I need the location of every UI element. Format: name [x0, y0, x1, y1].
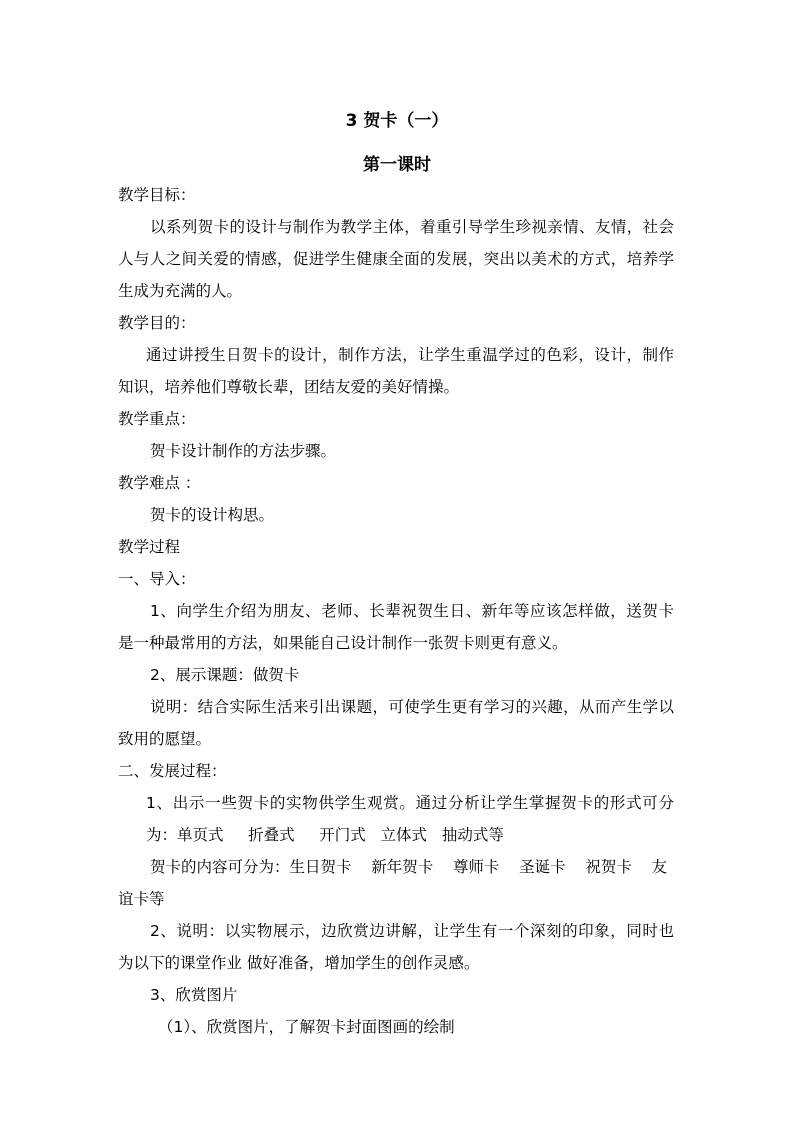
- section-heading-development: 二、发展过程：: [118, 762, 227, 780]
- paragraph-line: 贺卡的内容可分为：生日贺卡 新年贺卡 尊师卡 圣诞卡 祝贺卡 友: [150, 858, 668, 876]
- paragraph-line: 知识，培养他们尊敬长辈，团结友爱的美好情操。: [118, 378, 460, 396]
- section-heading-process: 教学过程: [118, 538, 181, 556]
- paragraph-line: 为以下的课堂作业 做好准备，增加学生的创作灵感。: [118, 954, 480, 972]
- paragraph-line: 3、欣赏图片: [150, 986, 238, 1004]
- paragraph-line: 1、出示一些贺卡的实物供学生观赏。通过分析让学生掌握贺卡的形式可分: [146, 794, 674, 812]
- paragraph-line: 贺卡的设计构思。: [150, 506, 275, 524]
- paragraph-line: 为：单页式 折叠式 开门式 立体式 抽动式等: [146, 826, 504, 844]
- section-heading-teaching-purpose: 教学目的：: [118, 314, 196, 332]
- paragraph-line: 2、展示课题：做贺卡: [150, 666, 300, 684]
- paragraph-line: 说明：结合实际生活来引出课题，可使学生更有学习的兴趣，从而产生学以: [150, 698, 674, 716]
- section-heading-teaching-goal: 教学目标：: [118, 186, 196, 204]
- document-subtitle: 第一课时: [363, 155, 431, 175]
- paragraph-line: 以系列贺卡的设计与制作为教学主体，着重引导学生珍视亲情、友情，社会: [150, 218, 674, 236]
- paragraph-line: 贺卡设计制作的方法步骤。: [150, 442, 337, 460]
- section-heading-key-points: 教学重点：: [118, 410, 196, 428]
- paragraph-line: 2、说明：以实物展示，边欣赏边讲解，让学生有一个深刻的印象，同时也: [150, 922, 674, 940]
- section-heading-difficulties: 教学难点 ：: [118, 474, 201, 492]
- paragraph-line: 谊卡等: [118, 890, 165, 908]
- paragraph-line: 生成为充满的人。: [118, 282, 243, 300]
- paragraph-line: 人与人之间关爱的情感，促进学生健康全面的发展，突出以美术的方式，培养学: [118, 250, 674, 268]
- paragraph-line: 通过讲授生日贺卡的设计，制作方法，让学生重温学过的色彩，设计，制作: [146, 346, 674, 364]
- paragraph-line: 是一种最常用的方法，如果能自己设计制作一张贺卡则更有意义。: [118, 634, 568, 652]
- paragraph-line: （1）、欣赏图片，了解贺卡封面图画的绘制: [158, 1018, 455, 1036]
- document-title: 3 贺卡（一）: [345, 111, 449, 131]
- paragraph-line: 1、向学生介绍为朋友、老师、长辈祝贺生日、新年等应该怎样做，送贺卡: [150, 602, 674, 620]
- paragraph-line: 致用的愿望。: [118, 730, 212, 748]
- section-heading-introduction: 一、导入：: [118, 570, 196, 588]
